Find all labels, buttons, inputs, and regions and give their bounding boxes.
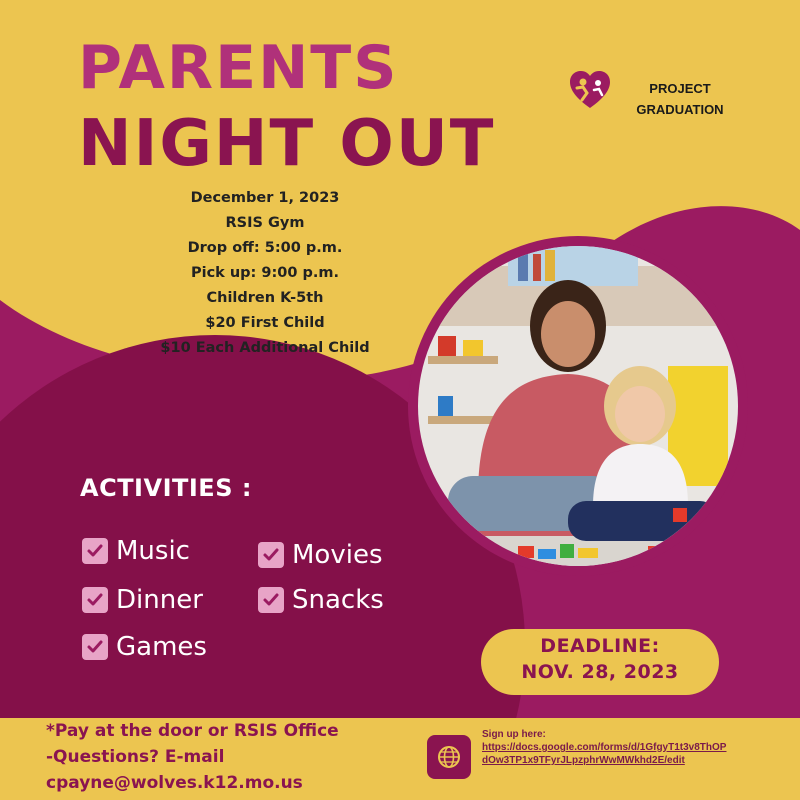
detail-price-additional: $10 Each Additional Child xyxy=(160,340,370,356)
activity-label: Snacks xyxy=(292,585,384,615)
globe-icon xyxy=(427,735,471,779)
title-line-1: PARENTS xyxy=(78,33,399,103)
logo-text-line-1: PROJECT xyxy=(649,81,711,96)
activity-label: Music xyxy=(116,536,190,566)
detail-price-first: $20 First Child xyxy=(205,315,325,331)
heart-people-icon xyxy=(568,68,612,112)
activity-label: Dinner xyxy=(116,585,203,615)
activity-dinner xyxy=(82,585,203,615)
contact-email[interactable]: cpayne@wolves.k12.mo.us xyxy=(46,773,303,793)
detail-pick-up: Pick up: 9:00 p.m. xyxy=(190,265,340,281)
deadline-label: DEADLINE: xyxy=(540,635,660,657)
checkbox-icon xyxy=(82,538,108,564)
checkbox-icon xyxy=(82,634,108,660)
detail-date: December 1, 2023 xyxy=(190,190,340,206)
payment-note: *Pay at the door or RSIS Office xyxy=(46,721,339,741)
detail-drop-off: Drop off: 5:00 p.m. xyxy=(187,240,343,256)
checkbox-icon xyxy=(82,587,108,613)
signup-info xyxy=(482,728,732,767)
checkbox-icon xyxy=(258,587,284,613)
payment-info xyxy=(46,718,406,796)
logo-text-line-2: GRADUATION xyxy=(636,102,724,117)
activity-label: Movies xyxy=(292,540,383,570)
event-details xyxy=(150,186,380,361)
activity-label: Games xyxy=(116,632,207,662)
logo-text xyxy=(620,78,740,120)
checkbox-icon xyxy=(258,542,284,568)
activity-music xyxy=(82,536,190,566)
detail-location: RSIS Gym xyxy=(225,215,305,231)
signup-link[interactable]: https://docs.google.com/forms/d/1GfgyT1t3v8ThOPdOw3TP1x9TFyrJLpzphrWwMWkhd2E/edit xyxy=(482,742,727,766)
title-line-2: NIGHT OUT xyxy=(78,107,496,181)
detail-grades: Children K-5th xyxy=(206,290,324,306)
activities-title: ACTIVITIES : xyxy=(80,474,252,502)
signup-label: Sign up here: xyxy=(482,729,546,740)
deadline-badge xyxy=(481,629,719,695)
activity-snacks xyxy=(258,585,384,615)
activity-movies xyxy=(258,540,383,570)
mother-daughter-photo xyxy=(418,246,738,566)
deadline-date: NOV. 28, 2023 xyxy=(521,661,679,683)
activity-games xyxy=(82,632,207,662)
questions-note: -Questions? E-mail xyxy=(46,747,225,767)
